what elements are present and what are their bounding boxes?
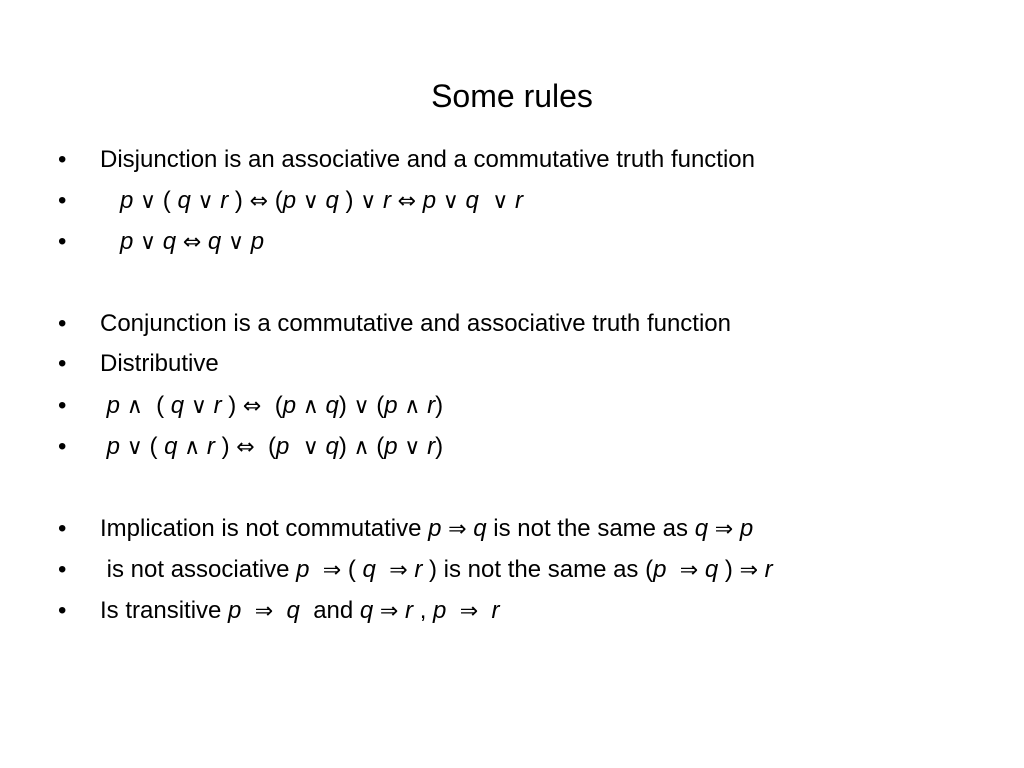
- math-variable: r: [758, 556, 773, 583]
- text-run: ): [338, 392, 354, 419]
- logic-symbol: ∨: [126, 435, 143, 460]
- math-variable: p: [120, 187, 141, 214]
- logic-symbol: ∧: [184, 435, 201, 460]
- math-variable: q: [318, 392, 339, 419]
- math-variable: p: [384, 392, 405, 419]
- bullet-item: [58, 553, 998, 587]
- bullet-item: [58, 512, 998, 546]
- logic-symbol: ⇒: [254, 599, 274, 624]
- bullet-item: [58, 594, 998, 628]
- text-run: (: [369, 392, 385, 419]
- math-variable: q: [694, 515, 715, 542]
- bullet-text: [100, 143, 755, 177]
- text-run: ): [234, 187, 250, 214]
- text-run: (: [142, 433, 165, 460]
- text-run: and: [299, 597, 360, 624]
- text-run: (: [156, 187, 178, 214]
- text-run: Disjunction is an associative and a commutative truth function: [100, 146, 755, 173]
- logic-symbol: ⇒: [739, 558, 759, 583]
- bullet-item: [58, 143, 998, 177]
- bullet-item: [58, 389, 998, 423]
- logic-symbol: ∨: [492, 189, 509, 214]
- bullet-dot: •: [58, 556, 67, 583]
- logic-symbol: ∨: [442, 189, 459, 214]
- text-run: Conjunction is a commutative and associative truth function: [100, 310, 731, 337]
- bullet-dot: •: [58, 310, 67, 337]
- text-run: ): [221, 433, 237, 460]
- text-run: ): [724, 556, 740, 583]
- text-run: (: [254, 433, 277, 460]
- bullet-dot: •: [58, 228, 67, 255]
- math-variable: q: [170, 392, 191, 419]
- text-run: (: [268, 187, 283, 214]
- math-variable: q: [458, 187, 493, 214]
- logic-symbol: ∨: [197, 189, 214, 214]
- logic-symbol: ∨: [140, 230, 157, 255]
- math-variable: p: [416, 187, 443, 214]
- math-variable: p: [106, 433, 127, 460]
- logic-symbol: ∨: [302, 435, 319, 460]
- bullet-item: [58, 430, 998, 464]
- logic-symbol: ⇒: [322, 558, 342, 583]
- math-variable: p: [653, 556, 680, 583]
- text-run: ): [338, 433, 354, 460]
- text-run: [100, 228, 120, 255]
- bullet-dot: •: [58, 433, 67, 460]
- math-variable: r: [206, 392, 229, 419]
- logic-symbol: ⇔: [249, 189, 269, 214]
- math-variable: p: [106, 392, 127, 419]
- text-run: (: [369, 433, 385, 460]
- logic-symbol: ⇔: [242, 394, 262, 419]
- math-variable: p: [244, 228, 265, 255]
- math-variable: q: [698, 556, 725, 583]
- logic-symbol: ∨: [227, 230, 245, 255]
- math-variable: p: [296, 556, 323, 583]
- logic-symbol: ∧: [353, 435, 370, 460]
- logic-symbol: ⇒: [379, 599, 399, 624]
- math-variable: q: [273, 597, 300, 624]
- math-variable: r: [508, 187, 523, 214]
- logic-symbol: ⇒: [448, 517, 467, 542]
- math-variable: p: [433, 597, 460, 624]
- text-run: Is transitive: [100, 597, 229, 624]
- text-run: ): [345, 187, 361, 214]
- bullet-text: [100, 594, 500, 629]
- logic-symbol: ∧: [302, 394, 319, 419]
- text-run: Implication is not commutative: [100, 515, 429, 542]
- bullet-dot: •: [58, 515, 67, 542]
- logic-symbol: ⇒: [714, 517, 734, 542]
- bullet-item: [58, 225, 998, 259]
- logic-symbol: ∨: [190, 394, 207, 419]
- math-variable: p: [282, 187, 303, 214]
- text-run: is not the same as: [486, 515, 695, 542]
- bullet-dot: •: [58, 350, 67, 377]
- text-run: [100, 433, 107, 460]
- math-variable: q: [164, 433, 185, 460]
- math-variable: r: [376, 187, 398, 214]
- math-variable: q: [177, 187, 198, 214]
- logic-symbol: ∨: [140, 189, 157, 214]
- logic-symbol: ⇔: [182, 230, 202, 255]
- math-variable: r: [398, 597, 414, 624]
- logic-symbol: ∨: [353, 394, 370, 419]
- text-run: (: [142, 392, 171, 419]
- bullet-text: [100, 512, 753, 547]
- bullet-item: [58, 184, 998, 218]
- text-run: is not associative: [100, 556, 297, 583]
- logic-symbol: ⇔: [397, 189, 417, 214]
- bullet-text: [100, 307, 731, 341]
- math-variable: r: [407, 556, 429, 583]
- math-variable: q: [362, 556, 390, 583]
- text-run: [100, 392, 107, 419]
- math-variable: p: [733, 515, 754, 542]
- bullet-dot: •: [58, 597, 67, 624]
- math-variable: p: [228, 597, 255, 624]
- math-variable: q: [156, 228, 183, 255]
- bullet-dot: •: [58, 187, 67, 214]
- text-run: (: [341, 556, 363, 583]
- logic-symbol: ∧: [404, 394, 421, 419]
- text-run: Distributive: [100, 350, 219, 377]
- math-variable: q: [466, 515, 487, 542]
- math-variable: p: [282, 392, 303, 419]
- text-run: ): [228, 392, 243, 419]
- logic-symbol: ⇔: [236, 435, 255, 460]
- bullet-text: [100, 225, 264, 260]
- math-variable: r: [213, 187, 235, 214]
- text-run: ): [435, 433, 444, 460]
- text-run: (: [261, 392, 283, 419]
- math-variable: r: [478, 597, 500, 624]
- text-run: ): [435, 392, 444, 419]
- logic-symbol: ⇒: [459, 599, 479, 624]
- math-variable: q: [318, 187, 346, 214]
- logic-symbol: ∧: [126, 394, 143, 419]
- math-variable: q: [201, 228, 228, 255]
- math-variable: p: [276, 433, 303, 460]
- bullet-item: [58, 307, 998, 341]
- text-run: [100, 187, 120, 214]
- bullet-text: [100, 430, 443, 465]
- bullet-dot: •: [58, 392, 67, 419]
- math-variable: p: [120, 228, 141, 255]
- math-variable: r: [420, 392, 436, 419]
- bullet-item: [58, 347, 998, 381]
- bullet-text: [100, 347, 219, 381]
- text-run: ,: [413, 597, 434, 624]
- bullet-text: [100, 184, 523, 219]
- math-variable: p: [428, 515, 449, 542]
- logic-symbol: ⇒: [679, 558, 699, 583]
- math-variable: q: [359, 597, 380, 624]
- logic-symbol: ⇒: [389, 558, 408, 583]
- bullet-dot: •: [58, 146, 67, 173]
- math-variable: p: [384, 433, 405, 460]
- text-run: ) is not the same as (: [429, 556, 654, 583]
- bullet-text: [100, 389, 443, 424]
- logic-symbol: ∨: [360, 189, 377, 214]
- bullet-text: [100, 553, 773, 588]
- logic-symbol: ∨: [404, 435, 421, 460]
- math-variable: q: [318, 433, 339, 460]
- math-variable: r: [200, 433, 222, 460]
- slide-title: Some rules: [431, 78, 593, 114]
- math-variable: r: [420, 433, 436, 460]
- logic-symbol: ∨: [302, 189, 319, 214]
